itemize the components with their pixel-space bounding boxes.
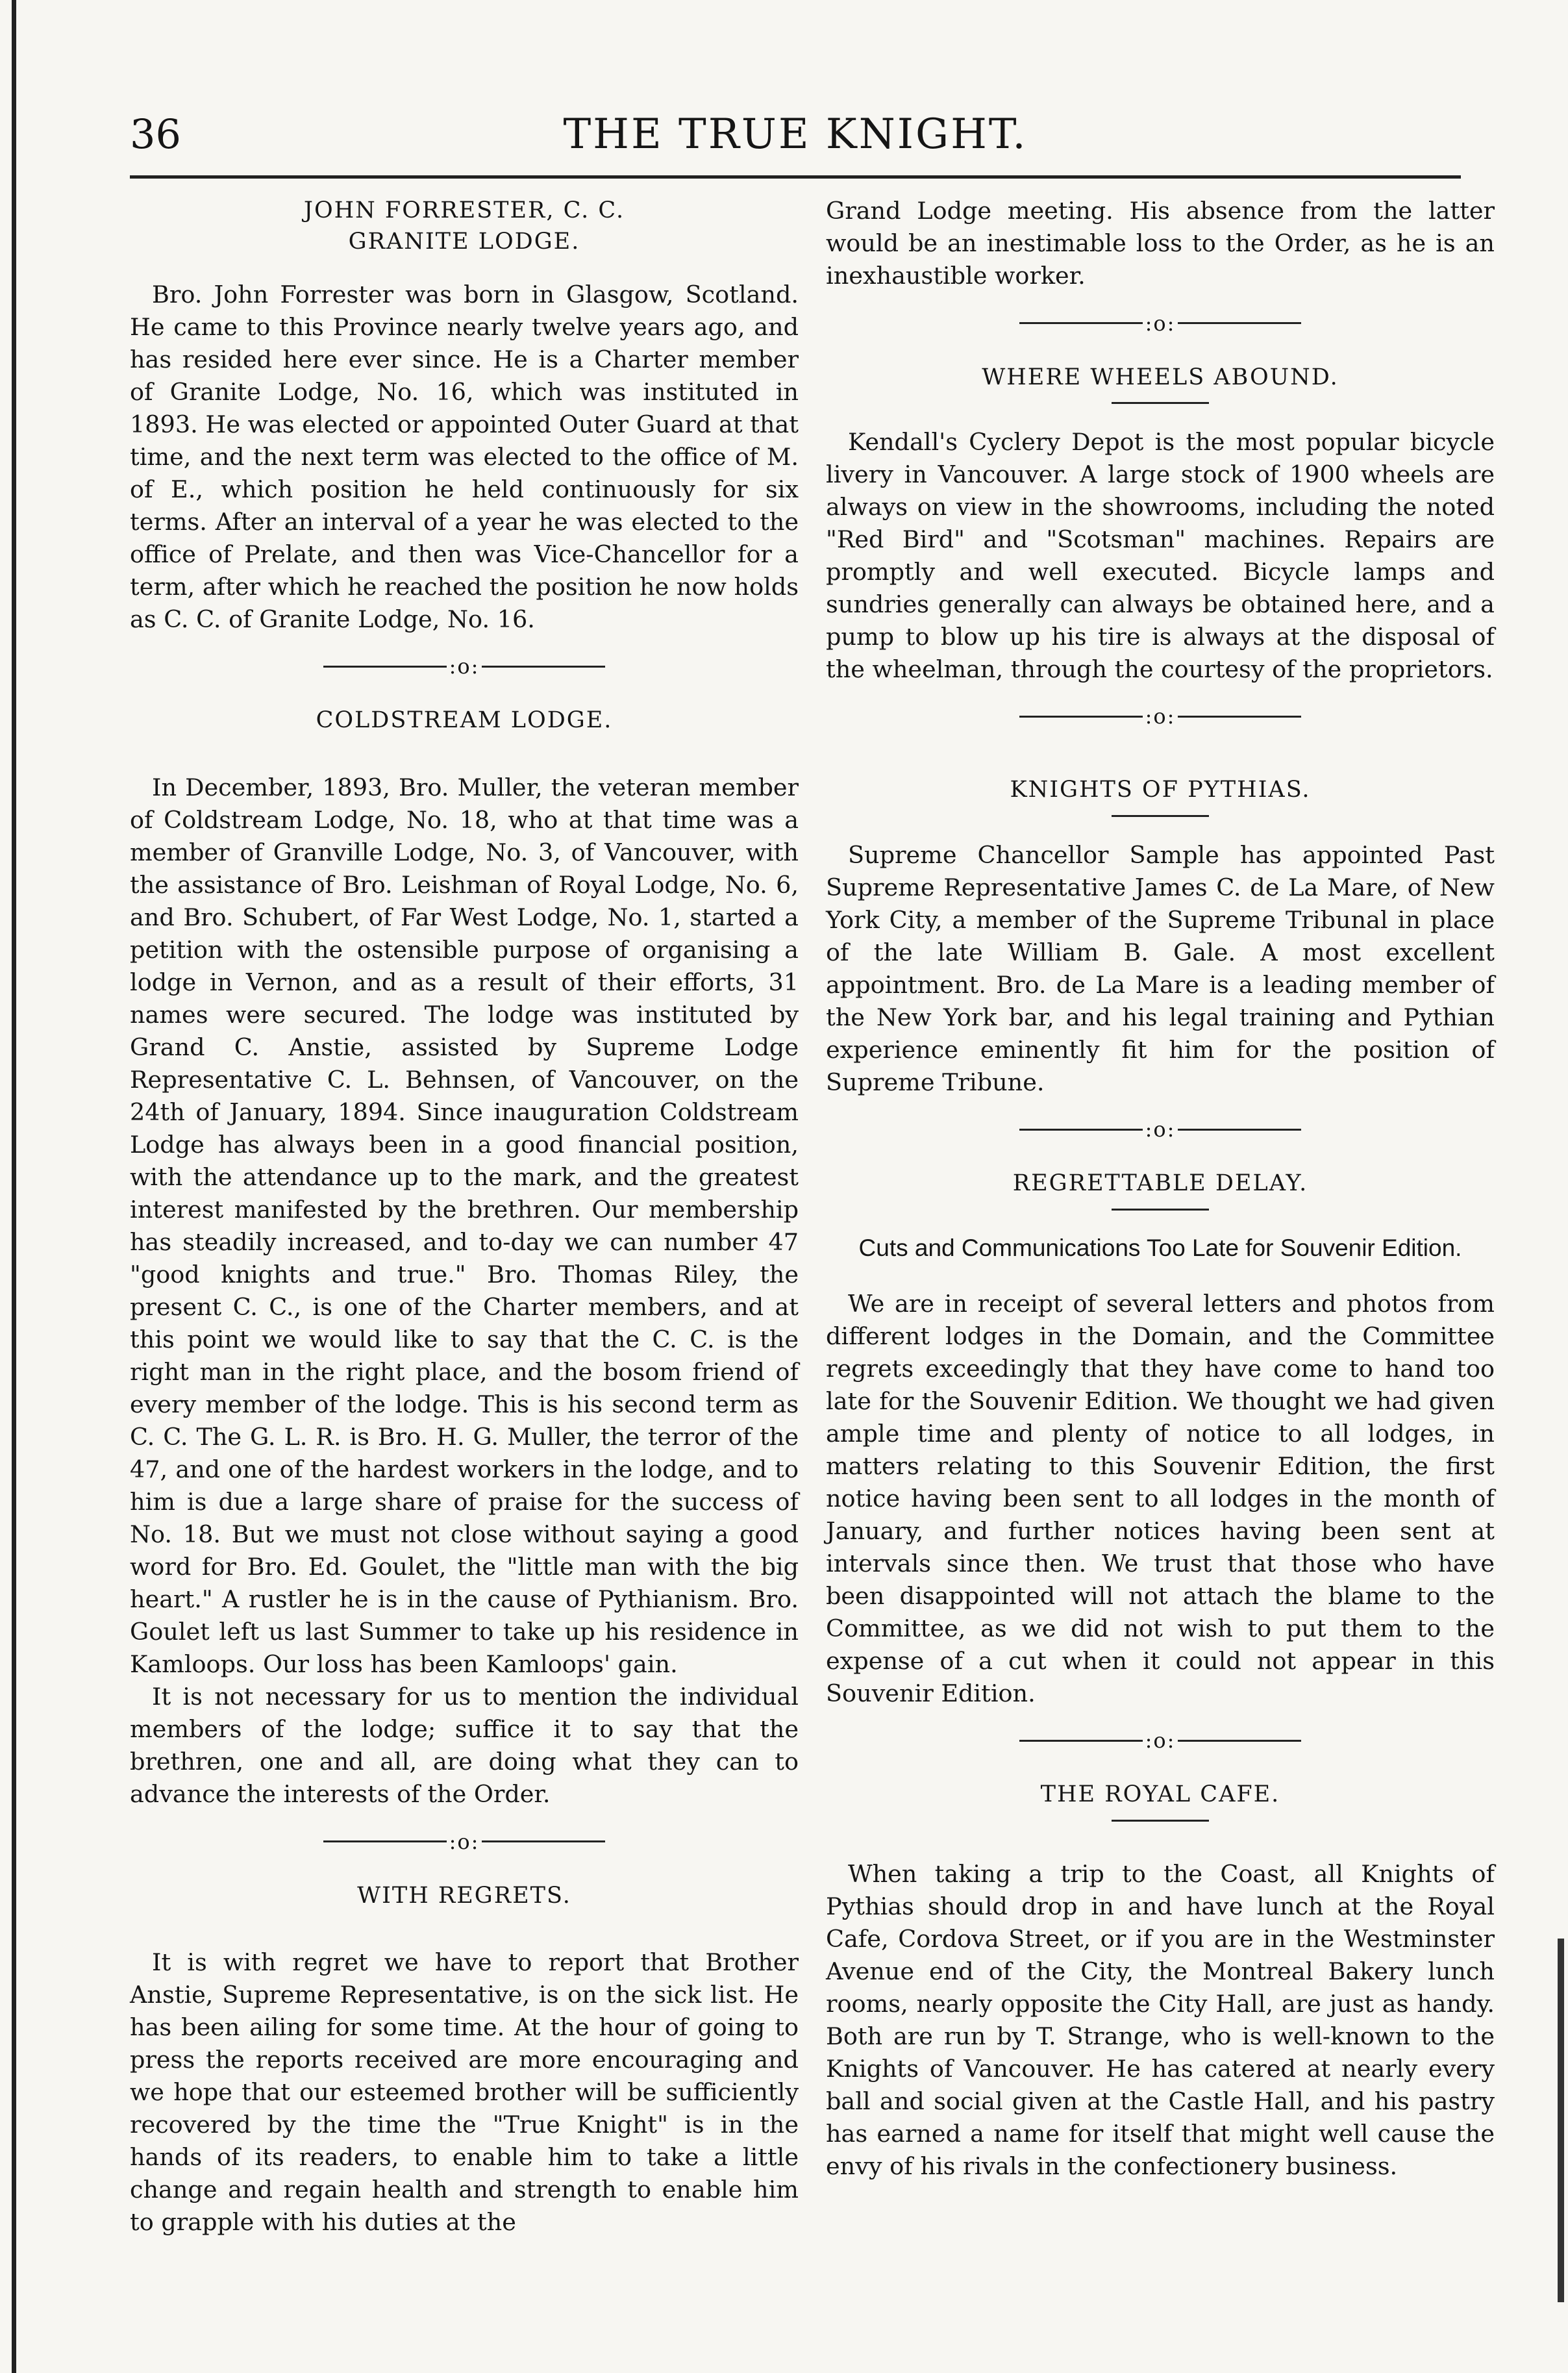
title-rule [1112, 1820, 1209, 1822]
article-body: Bro. John Forrester was born in Glasgow, Scotland. He came to this Province nearly twelve years ago, and has resided here ever since. He is a Charter member of Granite Lodge, No. 16, which was instituted in 1893. He was elected or appointed Outer Guard at that time, and the next term was elected to the office of M. of E., which position he held continuously for six terms. After an interval of a year he was elected to the office of Prelate, and then was Vice-Chancellor for a term, after which he reached the position he now holds as C. C. of Granite Lodge, No. 16. [130, 280, 799, 633]
article-title: KNIGHTS OF PYTHIAS. [1010, 777, 1311, 803]
title-rule [1112, 1209, 1209, 1211]
header-rule [130, 175, 1461, 179]
article-body: We are in receipt of several letters and photos from different lodges in the Domain, and the Committee regrets exceedingly that they have come to hand too late for the Souvenir Edition. We thought we had given ample time and plenty of notice to all lodges, in matters relating to this Souvenir Edition, the first notice having been sent to all lodges in the month of January, and further notices having been sent at intervals since then. We trust that those who have been disappointed will not attach the blame to the Committee, as we did not wish to put them to the expense of a cut when it could not appear in this Souvenir Edition. [826, 1289, 1495, 1707]
title-rule [1112, 402, 1209, 404]
scan-edge-left [12, 0, 16, 2373]
left-column [130, 195, 799, 2239]
article-body: In December, 1893, Bro. Muller, the veteran member of Coldstream Lodge, No. 18, who at that time was a member of Granville Lodge, No. 3, of Vancouver, with the assistance of Bro. Leishman of Royal Lodge, No. 6, and Bro. Schubert, of Far West Lodge, No. 1, started a petition with the ostensible purpose of organising a lodge in Vernon, and as a result of their efforts, 31 names were secured. The lodge was instituted by Grand C. Anstie, assisted by Supreme Lodge Representative C. L. Behnsen, of Vancouver, on the 24th of January, 1894. Since inauguration Coldstream Lodge has always been in a good financial position, with the attendance up to the mark, and the greatest interest manifested by the brethren. Our membership has steadily increased, and to-day we can number 47 "good knights and true." Bro. Thomas Riley, the present C. C., is one of the Charter members, and at this point we would like to say that the C. C. is the right man in the right place, and the bosom friend of every member of the lodge. This is his second term as C. C. The G. L. R. is Bro. H. G. Muller, the terror of the 47, and one of the hardest workers in the lodge, and to him is due a large share of praise for the success of No. 18. But we must not close without saying a good word for Bro. Ed. Goulet, the "little man with the big heart." A rustler he is in the cause of Pythianism. Bro. Goulet left us last Summer to take up his residence in Kamloops. Our loss has been Kamloops' gain. [130, 773, 799, 1678]
article-regrettable-delay [826, 1168, 1495, 1709]
article-body: It is not necessary for us to mention the individual members of the lodge; suffice it to say that the brethren, one and all, are doing what they can to advance the interests of the Order. [130, 1683, 799, 1809]
article-forrester [130, 195, 799, 636]
article-knights-of-pythias [826, 755, 1495, 1098]
article-body: Supreme Chancellor Sample has appointed Past Supreme Representative James C. de La Mare, of New York City, a member of the Supreme Tribunal in place of the late William B. Gale. A most excellent appointment. Bro. de La Mare is a leading member of the New York bar, and his legal training and Pythian experience eminently fit him for the position of Supreme Tribune. [826, 840, 1495, 1096]
title-rule [1112, 815, 1209, 817]
article-title: WHERE WHEELS ABOUND. [982, 364, 1339, 390]
section-divider: :o: [826, 1116, 1495, 1142]
section-divider: :o: [130, 1827, 799, 1854]
article-where-wheels-abound [826, 362, 1495, 686]
article-body: It is with regret we have to report that Brother Anstie, Supreme Representative, is on the sick list. He has been ailing for some time. At the hour of going to press the reports received are more encouraging and we hope that our esteemed brother will be sufficiently recovered by the time the "True Knight" is in the hands of its readers, to enable him to take a little change and regain health and strength to enable him to grapple with his duties at the [130, 1948, 799, 2236]
article-title: REGRETTABLE DELAY. [1012, 1170, 1308, 1197]
article-coldstream [130, 705, 799, 1811]
right-column [826, 195, 1495, 2183]
article-body: When taking a trip to the Coast, all Knights of Pythias should drop in and have lunch at the Royal Cafe, Cordova Street, or if you are in the Westminster Avenue end of the City, the Montreal Bakery lunch rooms, nearly opposite the City Hall, are just as handy. Both are run by T. Strange, who is well-known to the Knights of Vancouver. He has catered at nearly every ball and social given at the Castle Hall, and his pastry has earned a name for itself that might well cause the envy of his rivals in the confectionery business. [826, 1859, 1495, 2180]
section-divider: :o: [130, 653, 799, 679]
article-subtitle: GRANITE LODGE. [348, 229, 580, 255]
section-divider: :o: [826, 1727, 1495, 1753]
running-title: THE TRUE KNIGHT. [563, 110, 1028, 158]
article-royal-cafe [826, 1779, 1495, 2182]
page-header [130, 110, 1461, 169]
article-with-regrets [130, 1880, 799, 2239]
scan-edge-right [1558, 1939, 1564, 2302]
article-continued: Grand Lodge meeting. His absence from the latter would be an inestimable loss to the Order, as he is an inexhaustible worker. [826, 197, 1495, 290]
section-divider: :o: [826, 703, 1495, 729]
article-title: COLDSTREAM LODGE. [316, 707, 613, 734]
article-title: JOHN FORRESTER, C. C. [303, 197, 625, 223]
section-divider: :o: [826, 309, 1495, 336]
article-body: Kendall's Cyclery Depot is the most popular bicycle livery in Vancouver. A large stock of 1900 wheels are always on view in the showrooms, including the noted "Red Bird" and "Scotsman" machines. Repairs are promptly and well executed. Bicycle lamps and sundries generally can always be obtained here, and a pump to blow up his tire is always at the disposal of the wheelman, through the courtesy of the proprietors. [826, 427, 1495, 683]
article-subtitle: Cuts and Communications Too Late for Souvenir Edition. [858, 1234, 1462, 1261]
article-title: WITH REGRETS. [357, 1882, 571, 1909]
page-number: 36 [130, 110, 181, 158]
article-title: THE ROYAL CAFE. [1040, 1781, 1280, 1808]
